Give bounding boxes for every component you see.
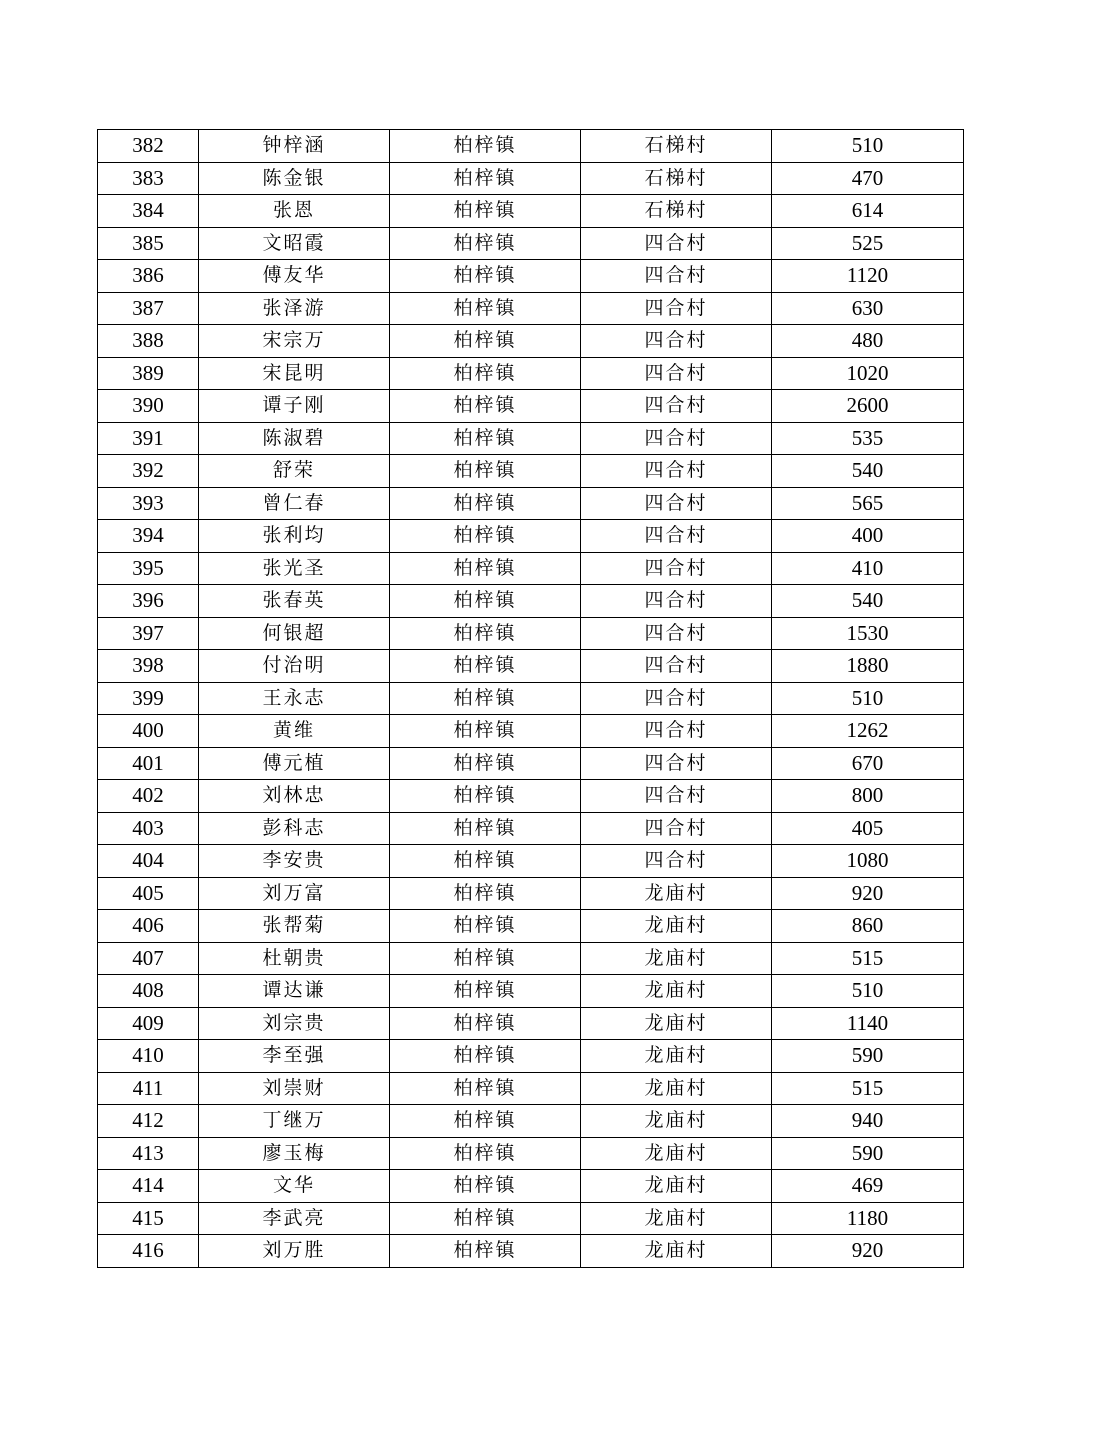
- amount-cell: 1530: [772, 617, 964, 650]
- town-cell: 柏梓镇: [390, 325, 581, 358]
- row-number-cell: 403: [98, 812, 199, 845]
- table-row: [98, 260, 964, 293]
- town-cell: 柏梓镇: [390, 780, 581, 813]
- village-cell: 龙庙村: [581, 1235, 772, 1268]
- row-number-cell: 411: [98, 1072, 199, 1105]
- town-cell: 柏梓镇: [390, 260, 581, 293]
- village-cell: 四合村: [581, 617, 772, 650]
- row-number-cell: 396: [98, 585, 199, 618]
- amount-cell: 590: [772, 1040, 964, 1073]
- village-cell: 四合村: [581, 487, 772, 520]
- town-cell: 柏梓镇: [390, 747, 581, 780]
- name-cell: 刘林忠: [199, 780, 390, 813]
- table-row: [98, 520, 964, 553]
- name-cell: 宋宗万: [199, 325, 390, 358]
- table-row: [98, 292, 964, 325]
- town-cell: 柏梓镇: [390, 975, 581, 1008]
- name-cell: 宋昆明: [199, 357, 390, 390]
- row-number-cell: 402: [98, 780, 199, 813]
- amount-cell: 540: [772, 455, 964, 488]
- name-cell: 李武亮: [199, 1202, 390, 1235]
- table-row: [98, 357, 964, 390]
- table-body: [98, 130, 964, 1268]
- name-cell: 张春英: [199, 585, 390, 618]
- name-cell: 文华: [199, 1170, 390, 1203]
- name-cell: 张帮菊: [199, 910, 390, 943]
- row-number-cell: 392: [98, 455, 199, 488]
- row-number-cell: 399: [98, 682, 199, 715]
- village-cell: 石梯村: [581, 162, 772, 195]
- village-cell: 四合村: [581, 780, 772, 813]
- town-cell: 柏梓镇: [390, 292, 581, 325]
- town-cell: 柏梓镇: [390, 1137, 581, 1170]
- town-cell: 柏梓镇: [390, 520, 581, 553]
- table-row: [98, 975, 964, 1008]
- town-cell: 柏梓镇: [390, 1105, 581, 1138]
- row-number-cell: 413: [98, 1137, 199, 1170]
- table-row: [98, 617, 964, 650]
- name-cell: 刘宗贵: [199, 1007, 390, 1040]
- amount-cell: 510: [772, 682, 964, 715]
- town-cell: 柏梓镇: [390, 227, 581, 260]
- name-cell: 谭子刚: [199, 390, 390, 423]
- village-cell: 龙庙村: [581, 1202, 772, 1235]
- row-number-cell: 416: [98, 1235, 199, 1268]
- village-cell: 龙庙村: [581, 1072, 772, 1105]
- table-row: [98, 227, 964, 260]
- table-row: [98, 455, 964, 488]
- amount-cell: 510: [772, 975, 964, 1008]
- row-number-cell: 412: [98, 1105, 199, 1138]
- amount-cell: 1880: [772, 650, 964, 683]
- name-cell: 谭达谦: [199, 975, 390, 1008]
- amount-cell: 405: [772, 812, 964, 845]
- name-cell: 舒荣: [199, 455, 390, 488]
- town-cell: 柏梓镇: [390, 845, 581, 878]
- name-cell: 付治明: [199, 650, 390, 683]
- village-cell: 龙庙村: [581, 1040, 772, 1073]
- table-row: [98, 1040, 964, 1073]
- village-cell: 四合村: [581, 845, 772, 878]
- town-cell: 柏梓镇: [390, 910, 581, 943]
- name-cell: 李至强: [199, 1040, 390, 1073]
- row-number-cell: 406: [98, 910, 199, 943]
- town-cell: 柏梓镇: [390, 650, 581, 683]
- town-cell: 柏梓镇: [390, 617, 581, 650]
- amount-cell: 860: [772, 910, 964, 943]
- table-row: [98, 650, 964, 683]
- amount-cell: 480: [772, 325, 964, 358]
- table-row: [98, 552, 964, 585]
- name-cell: 杜朝贵: [199, 942, 390, 975]
- town-cell: 柏梓镇: [390, 1235, 581, 1268]
- table-row: [98, 1007, 964, 1040]
- town-cell: 柏梓镇: [390, 1170, 581, 1203]
- table-row: [98, 130, 964, 163]
- village-cell: 龙庙村: [581, 942, 772, 975]
- table-row: [98, 812, 964, 845]
- town-cell: 柏梓镇: [390, 1007, 581, 1040]
- name-cell: 李安贵: [199, 845, 390, 878]
- table-row: [98, 910, 964, 943]
- town-cell: 柏梓镇: [390, 195, 581, 228]
- town-cell: 柏梓镇: [390, 715, 581, 748]
- village-cell: 四合村: [581, 682, 772, 715]
- table-row: [98, 162, 964, 195]
- row-number-cell: 395: [98, 552, 199, 585]
- amount-cell: 590: [772, 1137, 964, 1170]
- row-number-cell: 414: [98, 1170, 199, 1203]
- row-number-cell: 390: [98, 390, 199, 423]
- amount-cell: 670: [772, 747, 964, 780]
- amount-cell: 1140: [772, 1007, 964, 1040]
- village-cell: 龙庙村: [581, 1007, 772, 1040]
- town-cell: 柏梓镇: [390, 682, 581, 715]
- village-cell: 龙庙村: [581, 1105, 772, 1138]
- row-number-cell: 393: [98, 487, 199, 520]
- amount-cell: 470: [772, 162, 964, 195]
- table-row: [98, 390, 964, 423]
- amount-cell: 800: [772, 780, 964, 813]
- name-cell: 张泽游: [199, 292, 390, 325]
- town-cell: 柏梓镇: [390, 357, 581, 390]
- name-cell: 王永志: [199, 682, 390, 715]
- table-row: [98, 747, 964, 780]
- name-cell: 张利均: [199, 520, 390, 553]
- name-cell: 傅友华: [199, 260, 390, 293]
- row-number-cell: 382: [98, 130, 199, 163]
- town-cell: 柏梓镇: [390, 877, 581, 910]
- name-cell: 文昭霞: [199, 227, 390, 260]
- name-cell: 刘万富: [199, 877, 390, 910]
- row-number-cell: 387: [98, 292, 199, 325]
- town-cell: 柏梓镇: [390, 390, 581, 423]
- town-cell: 柏梓镇: [390, 162, 581, 195]
- row-number-cell: 405: [98, 877, 199, 910]
- village-cell: 四合村: [581, 747, 772, 780]
- row-number-cell: 410: [98, 1040, 199, 1073]
- table-row: [98, 195, 964, 228]
- name-cell: 傅元植: [199, 747, 390, 780]
- village-cell: 四合村: [581, 650, 772, 683]
- row-number-cell: 386: [98, 260, 199, 293]
- village-cell: 四合村: [581, 292, 772, 325]
- amount-cell: 920: [772, 877, 964, 910]
- amount-cell: 515: [772, 942, 964, 975]
- village-cell: 龙庙村: [581, 877, 772, 910]
- village-cell: 龙庙村: [581, 1170, 772, 1203]
- amount-cell: 510: [772, 130, 964, 163]
- town-cell: 柏梓镇: [390, 942, 581, 975]
- row-number-cell: 384: [98, 195, 199, 228]
- town-cell: 柏梓镇: [390, 1202, 581, 1235]
- town-cell: 柏梓镇: [390, 130, 581, 163]
- name-cell: 陈金银: [199, 162, 390, 195]
- village-cell: 龙庙村: [581, 910, 772, 943]
- amount-cell: 630: [772, 292, 964, 325]
- amount-cell: 2600: [772, 390, 964, 423]
- table-row: [98, 780, 964, 813]
- name-cell: 黄维: [199, 715, 390, 748]
- name-cell: 何银超: [199, 617, 390, 650]
- row-number-cell: 404: [98, 845, 199, 878]
- table-row: [98, 942, 964, 975]
- amount-cell: 1262: [772, 715, 964, 748]
- village-cell: 四合村: [581, 260, 772, 293]
- village-cell: 四合村: [581, 357, 772, 390]
- town-cell: 柏梓镇: [390, 1072, 581, 1105]
- table-row: [98, 1235, 964, 1268]
- amount-cell: 535: [772, 422, 964, 455]
- amount-cell: 469: [772, 1170, 964, 1203]
- name-cell: 刘崇财: [199, 1072, 390, 1105]
- row-number-cell: 401: [98, 747, 199, 780]
- name-cell: 曾仁春: [199, 487, 390, 520]
- amount-cell: 940: [772, 1105, 964, 1138]
- village-cell: 四合村: [581, 812, 772, 845]
- table-row: [98, 585, 964, 618]
- table-row: [98, 877, 964, 910]
- table-row: [98, 715, 964, 748]
- table-row: [98, 845, 964, 878]
- amount-cell: 1120: [772, 260, 964, 293]
- town-cell: 柏梓镇: [390, 585, 581, 618]
- village-cell: 石梯村: [581, 130, 772, 163]
- row-number-cell: 409: [98, 1007, 199, 1040]
- town-cell: 柏梓镇: [390, 455, 581, 488]
- village-cell: 四合村: [581, 715, 772, 748]
- town-cell: 柏梓镇: [390, 1040, 581, 1073]
- amount-cell: 920: [772, 1235, 964, 1268]
- name-cell: 廖玉梅: [199, 1137, 390, 1170]
- amount-cell: 540: [772, 585, 964, 618]
- village-cell: 石梯村: [581, 195, 772, 228]
- row-number-cell: 394: [98, 520, 199, 553]
- row-number-cell: 385: [98, 227, 199, 260]
- amount-cell: 525: [772, 227, 964, 260]
- table-row: [98, 487, 964, 520]
- row-number-cell: 398: [98, 650, 199, 683]
- row-number-cell: 397: [98, 617, 199, 650]
- town-cell: 柏梓镇: [390, 422, 581, 455]
- village-cell: 龙庙村: [581, 1137, 772, 1170]
- row-number-cell: 388: [98, 325, 199, 358]
- table-row: [98, 682, 964, 715]
- row-number-cell: 415: [98, 1202, 199, 1235]
- village-cell: 四合村: [581, 422, 772, 455]
- name-cell: 钟梓涵: [199, 130, 390, 163]
- amount-cell: 410: [772, 552, 964, 585]
- town-cell: 柏梓镇: [390, 812, 581, 845]
- table-row: [98, 325, 964, 358]
- row-number-cell: 391: [98, 422, 199, 455]
- amount-cell: 1020: [772, 357, 964, 390]
- village-cell: 四合村: [581, 227, 772, 260]
- row-number-cell: 383: [98, 162, 199, 195]
- row-number-cell: 407: [98, 942, 199, 975]
- data-table: [97, 129, 964, 1268]
- amount-cell: 515: [772, 1072, 964, 1105]
- village-cell: 四合村: [581, 455, 772, 488]
- amount-cell: 1080: [772, 845, 964, 878]
- village-cell: 四合村: [581, 552, 772, 585]
- name-cell: 张恩: [199, 195, 390, 228]
- amount-cell: 1180: [772, 1202, 964, 1235]
- table-row: [98, 1202, 964, 1235]
- amount-cell: 400: [772, 520, 964, 553]
- table-row: [98, 1105, 964, 1138]
- table-row: [98, 422, 964, 455]
- village-cell: 四合村: [581, 585, 772, 618]
- row-number-cell: 389: [98, 357, 199, 390]
- row-number-cell: 408: [98, 975, 199, 1008]
- village-cell: 四合村: [581, 390, 772, 423]
- name-cell: 丁继万: [199, 1105, 390, 1138]
- name-cell: 彭科志: [199, 812, 390, 845]
- table-row: [98, 1072, 964, 1105]
- village-cell: 龙庙村: [581, 975, 772, 1008]
- town-cell: 柏梓镇: [390, 552, 581, 585]
- name-cell: 陈淑碧: [199, 422, 390, 455]
- name-cell: 刘万胜: [199, 1235, 390, 1268]
- row-number-cell: 400: [98, 715, 199, 748]
- town-cell: 柏梓镇: [390, 487, 581, 520]
- name-cell: 张光圣: [199, 552, 390, 585]
- table-row: [98, 1170, 964, 1203]
- amount-cell: 565: [772, 487, 964, 520]
- village-cell: 四合村: [581, 520, 772, 553]
- village-cell: 四合村: [581, 325, 772, 358]
- amount-cell: 614: [772, 195, 964, 228]
- table-row: [98, 1137, 964, 1170]
